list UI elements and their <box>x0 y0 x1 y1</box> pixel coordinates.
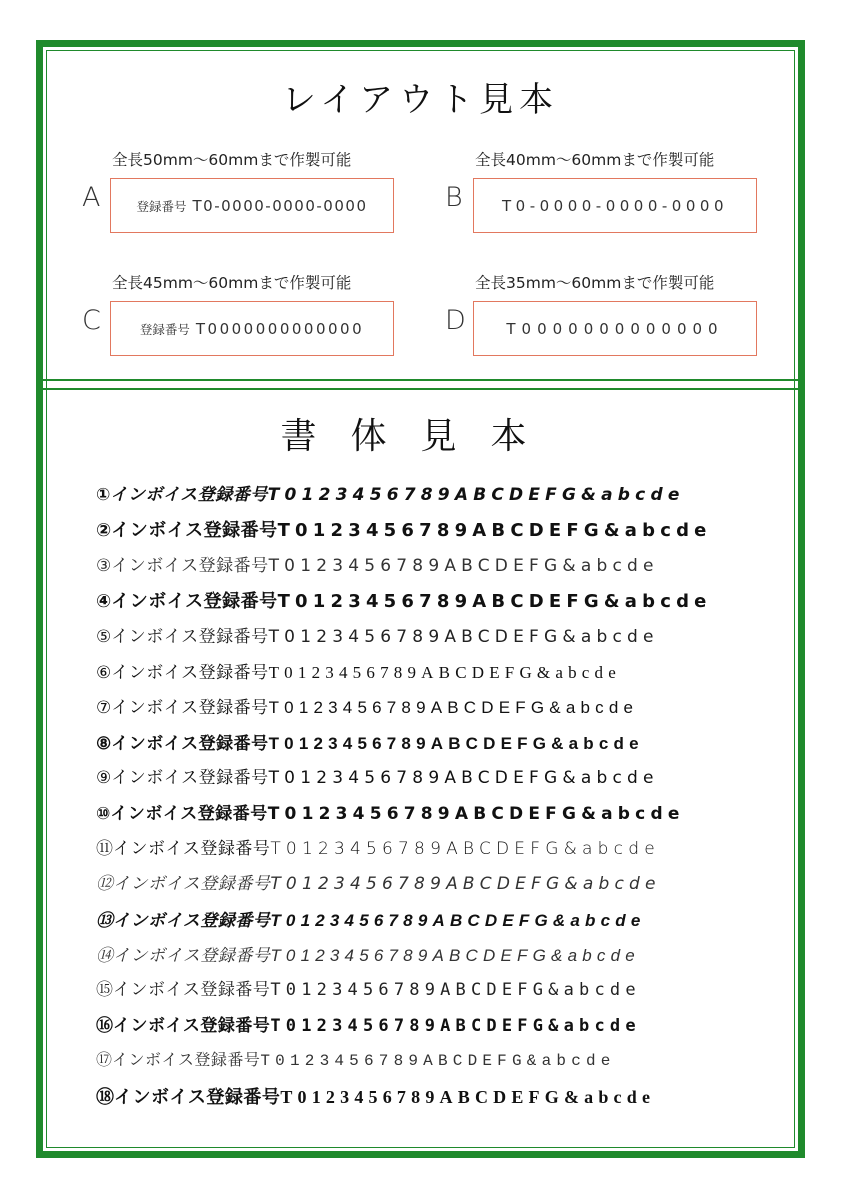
layout-letter-a: A <box>82 182 101 213</box>
registration-label: 登録番号 <box>136 198 187 214</box>
font-label-text: インボイス登録番号 <box>110 485 268 505</box>
font-label-text: インボイス登録番号 <box>111 591 278 613</box>
font-sample-row <box>96 690 756 725</box>
font-label-text: インボイス登録番号 <box>111 520 278 542</box>
font-sample-row <box>96 584 756 619</box>
registration-number: T0000000000000 <box>506 319 724 338</box>
font-label-text: インボイス登録番号 <box>113 946 271 966</box>
font-sample-row <box>96 513 756 548</box>
font-sample-row <box>96 832 756 867</box>
layout-sample-box-b <box>473 178 757 233</box>
font-sample-row <box>96 549 756 584</box>
font-number: ② <box>96 520 112 542</box>
font-number: ⑰ <box>96 1052 113 1071</box>
font-number: ④ <box>96 591 112 613</box>
font-number: ⑫ <box>96 874 113 895</box>
font-glyph-text: T0123456789ABCDEFG&abcde <box>270 874 661 895</box>
font-glyph-text: T0123456789ABCDEFG&abcde <box>268 626 659 647</box>
font-number: ⑯ <box>96 1015 113 1036</box>
font-label-text: インボイス登録番号 <box>111 555 269 576</box>
font-number: ⑤ <box>96 626 112 647</box>
font-label-text: インボイス登録番号 <box>113 980 271 1001</box>
font-glyph-text: T0123456789ABCDEFG&abcde <box>280 1086 656 1107</box>
font-glyph-text: T0123456789ABCDEFG&abcde <box>277 591 712 613</box>
font-sample-row <box>96 938 756 973</box>
font-sample-row <box>96 620 756 655</box>
font-glyph-text: T0123456789ABCDEFG&abcde <box>268 555 659 576</box>
font-sample-row <box>96 726 756 761</box>
font-sample-row <box>96 1080 756 1115</box>
font-label-text: インボイス登録番号 <box>111 733 269 753</box>
font-glyph-text: T0123456789ABCDEFG&abcde <box>267 803 685 824</box>
font-label-text: インボイス登録番号 <box>113 910 271 930</box>
registration-label: 登録番号 <box>139 321 190 337</box>
font-number: ⑮ <box>96 980 113 1001</box>
font-sample-row <box>96 1009 756 1044</box>
font-label-text: インボイス登録番号 <box>113 1015 271 1036</box>
registration-number: T0-0000-0000-0000 <box>502 196 728 215</box>
layout-letter-c: C <box>82 305 101 336</box>
font-glyph-text: T0123456789ABCDEFG&abcde <box>268 768 659 789</box>
layout-section-title: レイアウト見本 <box>281 80 560 120</box>
font-glyph-text: T0123456789ABCDEFG&abcde <box>270 1015 641 1036</box>
font-glyph-text: T0123456789ABCDEFG&abcde <box>270 838 660 859</box>
font-label-text: インボイス登録番号 <box>111 626 269 647</box>
font-sample-row <box>96 797 756 832</box>
layout-sample-box-a <box>110 178 394 233</box>
font-label-text: インボイス登録番号 <box>112 1052 261 1071</box>
layout-sample-box-c <box>110 301 394 356</box>
font-number: ⑦ <box>96 698 112 718</box>
font-glyph-text: T0123456789ABCDEFG&abcde <box>268 733 644 753</box>
font-glyph-text: T0123456789ABCDEFG&abcde <box>268 662 621 682</box>
layout-letter-d: D <box>445 305 466 336</box>
layout-spec-a: 全長50mm～60mmまで作製可能 <box>112 151 352 169</box>
font-number: ⑭ <box>96 946 113 966</box>
layout-sample-a <box>82 148 412 258</box>
font-number: ⑩ <box>96 803 111 824</box>
layout-spec-d: 全長35mm～60mmまで作製可能 <box>475 274 715 292</box>
font-number: ⑧ <box>96 733 112 753</box>
layout-sample-d <box>445 271 775 381</box>
layout-letter-b: B <box>445 182 463 213</box>
layout-sample-b <box>445 148 775 258</box>
font-sample-list <box>96 478 756 1115</box>
font-glyph-text: T0123456789ABCDEFG&abcde <box>268 698 639 718</box>
font-number: ⑪ <box>96 838 113 859</box>
font-number: ① <box>96 485 111 505</box>
font-glyph-text: T0123456789ABCDEFG&abcde <box>270 946 640 966</box>
font-sample-row <box>96 867 756 902</box>
layout-spec-c: 全長45mm～60mmまで作製可能 <box>112 274 352 292</box>
font-label-text: インボイス登録番号 <box>111 698 269 718</box>
font-number: ⑬ <box>96 910 113 930</box>
font-number: ⑱ <box>96 1086 114 1107</box>
layout-spec-b: 全長40mm～60mmまで作製可能 <box>475 151 715 169</box>
font-label-text: インボイス登録番号 <box>111 662 269 682</box>
layout-sample-c <box>82 271 412 381</box>
font-label-text: インボイス登録番号 <box>114 1086 281 1107</box>
font-glyph-text: T0123456789ABCDEFG&abcde <box>270 980 641 1001</box>
font-number: ③ <box>96 555 112 576</box>
font-sample-row <box>96 903 756 938</box>
registration-number: T0000000000000 <box>195 319 365 338</box>
font-sample-row <box>96 761 756 796</box>
registration-number: T0-0000-0000-0000 <box>192 196 368 215</box>
font-glyph-text: T0123456789ABCDEFG&abcde <box>260 1052 616 1071</box>
font-label-text: インボイス登録番号 <box>111 768 269 789</box>
font-section-title: 書体見本 <box>280 416 561 457</box>
font-number: ⑥ <box>96 662 112 682</box>
font-glyph-text: T0123456789ABCDEFG&abcde <box>277 520 712 542</box>
font-sample-row <box>96 973 756 1008</box>
layout-sample-box-d <box>473 301 757 356</box>
font-sample-row <box>96 478 756 513</box>
font-number: ⑨ <box>96 768 112 789</box>
font-glyph-text: T0123456789ABCDEFG&abcde <box>270 910 646 930</box>
font-sample-row <box>96 655 756 690</box>
font-label-text: インボイス登録番号 <box>113 838 271 859</box>
font-label-text: インボイス登録番号 <box>110 803 268 824</box>
font-glyph-text: T0123456789ABCDEFG&abcde <box>267 485 685 505</box>
font-sample-row <box>96 1044 756 1079</box>
font-label-text: インボイス登録番号 <box>113 874 271 895</box>
